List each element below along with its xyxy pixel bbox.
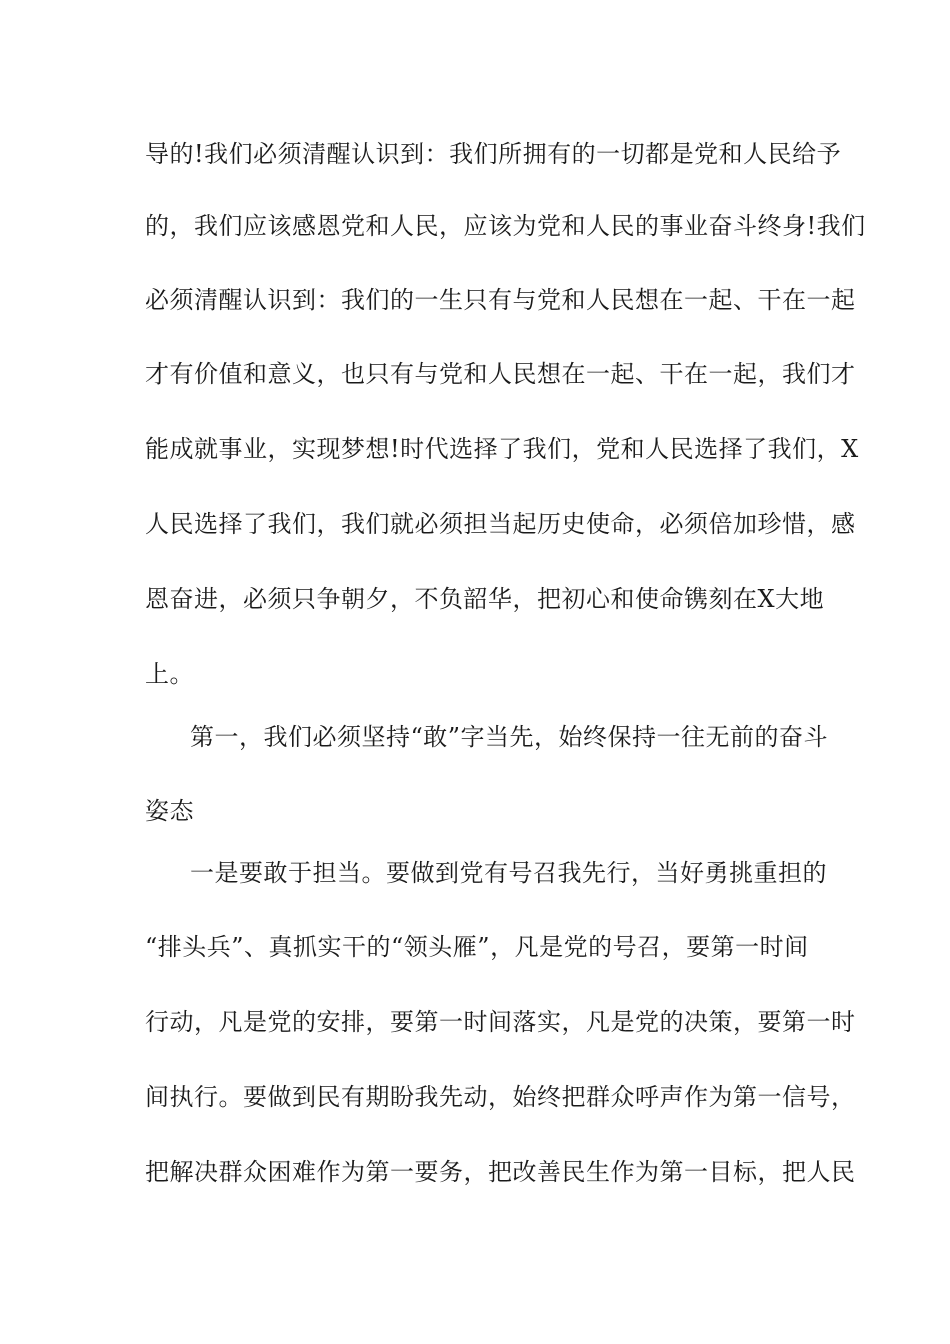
- text-line: 人民选择了我们，我们就必须担当起历史使命，必须倍加珍惜，感: [145, 510, 856, 538]
- text-line: “排头兵”、真抓实干的“领头雁”，凡是党的号召，要第一时间: [145, 933, 809, 961]
- text-line: 导的!我们必须清醒认识到：我们所拥有的一切都是党和人民给予: [145, 140, 842, 168]
- paragraph-first-line: 一是要敢于担当。要做到党有号召我先行，当好勇挑重担的: [190, 859, 827, 887]
- text-line: 才有价值和意义，也只有与党和人民想在一起、干在一起，我们才: [145, 360, 856, 388]
- text-line: 上。: [145, 660, 194, 688]
- text-line: 间执行。要做到民有期盼我先动，始终把群众呼声作为第一信号，: [145, 1083, 856, 1111]
- section-heading-line: 姿态: [145, 797, 194, 825]
- text-line: 行动，凡是党的安排，要第一时间落实，凡是党的决策，要第一时: [145, 1008, 856, 1036]
- section-heading-line: 第一，我们必须坚持“敢”字当先，始终保持一往无前的奋斗: [190, 723, 829, 751]
- text-line: 恩奋进，必须只争朝夕，不负韶华，把初心和使命镌刻在X大地: [145, 585, 825, 613]
- text-line: 能成就事业，实现梦想!时代选择了我们，党和人民选择了我们，X: [145, 435, 859, 463]
- text-line: 的，我们应该感恩党和人民，应该为党和人民的事业奋斗终身!我们: [145, 212, 866, 240]
- text-line: 必须清醒认识到：我们的一生只有与党和人民想在一起、干在一起: [145, 286, 856, 314]
- text-line: 把解决群众困难作为第一要务，把改善民生作为第一目标，把人民: [145, 1158, 856, 1186]
